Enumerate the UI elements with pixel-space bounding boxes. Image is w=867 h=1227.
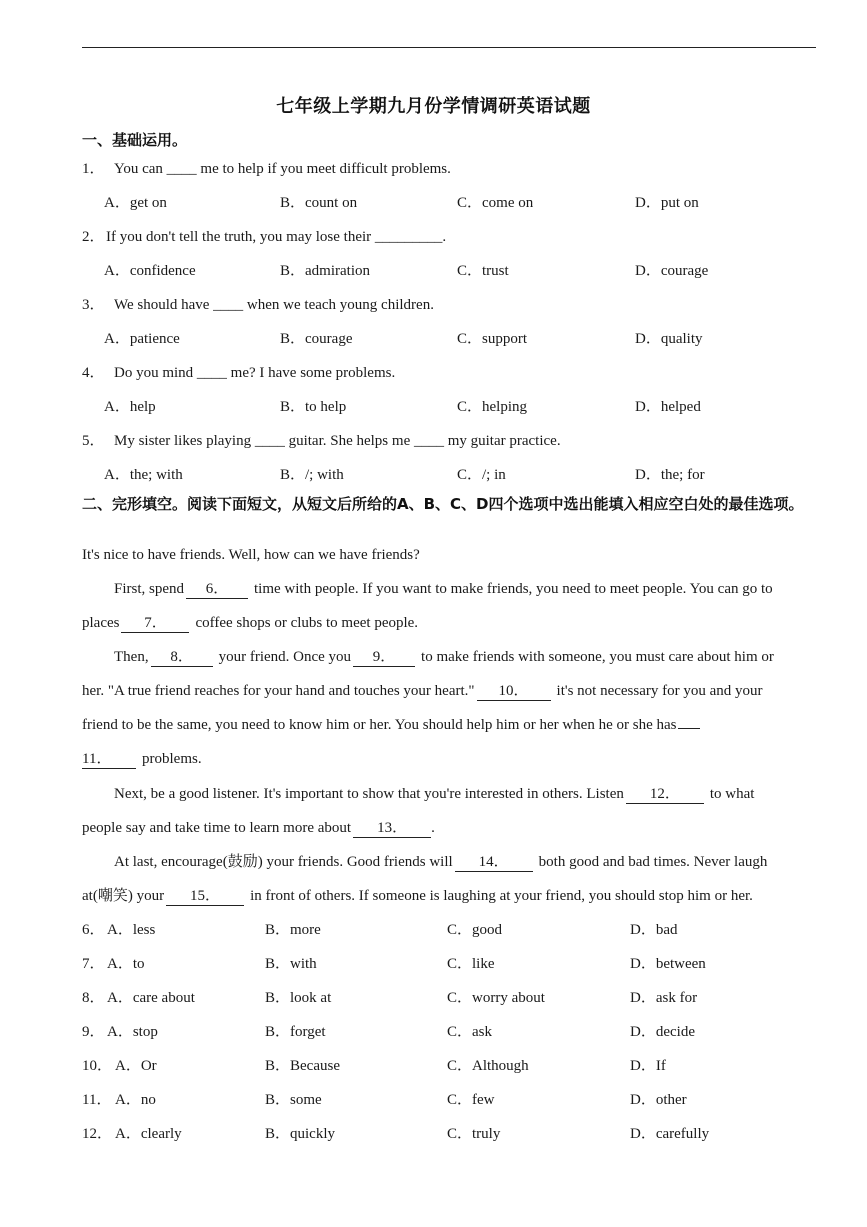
option-b: B．count on (280, 195, 358, 211)
page-title: 七年级上学期九月份学情调研英语试题 (276, 96, 591, 117)
option-c: C．come on (457, 195, 534, 211)
option-a: A．Or (115, 1058, 157, 1074)
passage-line-7 (82, 749, 202, 769)
passage-text: to make friends with someone, you must care about him or (421, 649, 774, 665)
passage-text: it's not necessary for you and your (556, 683, 763, 699)
option-d: D．carefully (630, 1126, 710, 1142)
question-3-options (0, 329, 867, 349)
question-1 (82, 159, 451, 179)
question-text: My sister likes playing ____ guitar. She helps me ____ my guitar practice. (114, 433, 561, 449)
option-a: A．care about (107, 990, 195, 1006)
question-5 (82, 431, 561, 451)
passage-text: people say and take time to learn more about (82, 820, 352, 836)
choice-number: 6． (82, 922, 105, 938)
option-a: A．patience (104, 331, 180, 347)
option-d: D．the; for (635, 467, 705, 483)
question-4-options (0, 397, 867, 417)
question-3 (82, 295, 434, 315)
option-d: D．other (630, 1092, 687, 1108)
choice-number: 9． (82, 1024, 105, 1040)
cloze-choice-9 (0, 1022, 867, 1042)
passage-text: First, spend (114, 581, 185, 597)
passage-text: friend to be the same, you need to know him or her. You should help him or her when he or she has (82, 717, 677, 733)
passage-text: . (431, 820, 435, 836)
option-c: C．good (447, 922, 503, 938)
top-divider (82, 47, 816, 48)
question-number: 3． (82, 297, 105, 313)
question-2-options (0, 261, 867, 281)
question-text: We should have ____ when we teach young children. (114, 297, 434, 313)
option-d: D．decide (630, 1024, 695, 1040)
option-d: D．ask for (630, 990, 698, 1006)
cloze-choice-7 (0, 954, 867, 974)
option-c: C．helping (457, 399, 527, 415)
question-number: 4． (82, 365, 105, 381)
blank-14: 14． (455, 854, 533, 872)
blank-15: 15． (166, 888, 244, 906)
option-c: C．truly (447, 1126, 501, 1142)
option-a: A．the; with (104, 467, 183, 483)
option-c: C．support (457, 331, 528, 347)
question-number: 2． (82, 229, 105, 245)
question-number: 5． (82, 433, 105, 449)
passage-text: coffee shops or clubs to meet people. (195, 615, 419, 631)
choice-number: 10． (82, 1058, 113, 1074)
option-a: A．help (104, 399, 156, 415)
option-b: B．/; with (280, 467, 344, 483)
passage-text: her. "A true friend reaches for your hand and touches your heart." (82, 683, 475, 699)
option-a: A．less (107, 922, 156, 938)
option-a: A．get on (104, 195, 167, 211)
choice-number: 7． (82, 956, 105, 972)
passage-text: Next, be a good listener. It's important to show that you're interested in others. Listen (114, 786, 624, 802)
option-c: C．Although (447, 1058, 529, 1074)
question-text: You can ____ me to help if you meet difficult problems. (114, 161, 451, 177)
option-a: A．no (115, 1092, 156, 1108)
blank-8: 8． (151, 649, 213, 667)
cloze-choice-11 (0, 1090, 867, 1110)
option-c: C．few (447, 1092, 495, 1108)
option-c: C．like (447, 956, 495, 972)
passage-text: time with people. If you want to make friends, you need to meet people. You can go to (254, 581, 773, 597)
blank-6: 6． (186, 581, 248, 599)
choice-number: 12． (82, 1126, 113, 1142)
option-d: D．put on (635, 195, 699, 211)
option-d: D．courage (635, 263, 709, 279)
passage-line-6 (82, 715, 700, 735)
option-d: D．quality (635, 331, 703, 347)
option-d: D．between (630, 956, 706, 972)
option-b: B．admiration (280, 263, 370, 279)
passage-text: in front of others. If someone is laughing at your friend, you should stop him or her. (250, 888, 753, 904)
blank-13: 13． (353, 820, 431, 838)
blank-7: 7． (121, 615, 189, 633)
option-d: D．bad (630, 922, 678, 938)
option-b: B．Because (265, 1058, 340, 1074)
passage-text: problems. (142, 751, 202, 767)
option-b: B．some (265, 1092, 322, 1108)
passage-line-10 (114, 852, 767, 872)
question-4 (82, 363, 395, 383)
blank-10: 10． (477, 683, 551, 701)
section1-heading: 一、基础运用。 (82, 131, 188, 149)
option-d: D．helped (635, 399, 701, 415)
option-b: B．forget (265, 1024, 326, 1040)
question-text: If you don't tell the truth, you may lose their _________. (106, 229, 447, 245)
passage-text: places (82, 615, 120, 631)
passage-text: your friend. Once you (218, 649, 352, 665)
blank-11: 11． (82, 751, 136, 769)
blank-9: 9． (353, 649, 415, 667)
choice-number: 11． (82, 1092, 112, 1108)
passage-line-1: It's nice to have friends. Well, how can we have friends? (82, 547, 420, 563)
option-b: B．more (265, 922, 321, 938)
option-c: C．trust (457, 263, 509, 279)
question-5-options (0, 465, 867, 485)
passage-line-3 (82, 613, 418, 633)
passage-line-9 (82, 818, 435, 838)
passage-text: At last, encourage(鼓励) your friends. Good friends will (114, 854, 453, 870)
cloze-choice-8 (0, 988, 867, 1008)
passage-text: at(嘲笑) your (82, 888, 165, 904)
blank-12: 12． (626, 786, 704, 804)
option-a: A．to (107, 956, 145, 972)
passage-line-8 (114, 784, 754, 804)
passage-line-4 (114, 647, 774, 667)
question-1-options (0, 193, 867, 213)
option-a: A．stop (107, 1024, 158, 1040)
passage-line-2 (114, 579, 773, 599)
passage-text: both good and bad times. Never laugh (538, 854, 768, 870)
option-b: B．look at (265, 990, 332, 1006)
section2-heading: 二、完形填空。阅读下面短文，从短文后所给的A、B、C、D四个选项中选出能填入相应空白处的最佳选项。 (82, 495, 804, 513)
option-b: B．quickly (265, 1126, 335, 1142)
question-2 (82, 227, 446, 247)
passage-line-11 (82, 886, 753, 906)
option-d: D．If (630, 1058, 666, 1074)
question-number: 1． (82, 161, 105, 177)
cloze-choice-12 (0, 1124, 867, 1144)
passage-text: to what (709, 786, 755, 802)
option-b: B．courage (280, 331, 353, 347)
question-text: Do you mind ____ me? I have some problems. (114, 365, 396, 381)
passage-line-5 (82, 681, 763, 701)
option-c: C．/; in (457, 467, 506, 483)
option-b: B．to help (280, 399, 347, 415)
option-a: A．clearly (115, 1126, 182, 1142)
option-a: A．confidence (104, 263, 196, 279)
cloze-choice-6 (0, 920, 867, 940)
option-b: B．with (265, 956, 317, 972)
option-c: C．ask (447, 1024, 493, 1040)
option-c: C．worry about (447, 990, 545, 1006)
passage-text: Then, (114, 649, 149, 665)
cloze-choice-10 (0, 1056, 867, 1076)
choice-number: 8． (82, 990, 105, 1006)
blank-underline (678, 728, 700, 729)
